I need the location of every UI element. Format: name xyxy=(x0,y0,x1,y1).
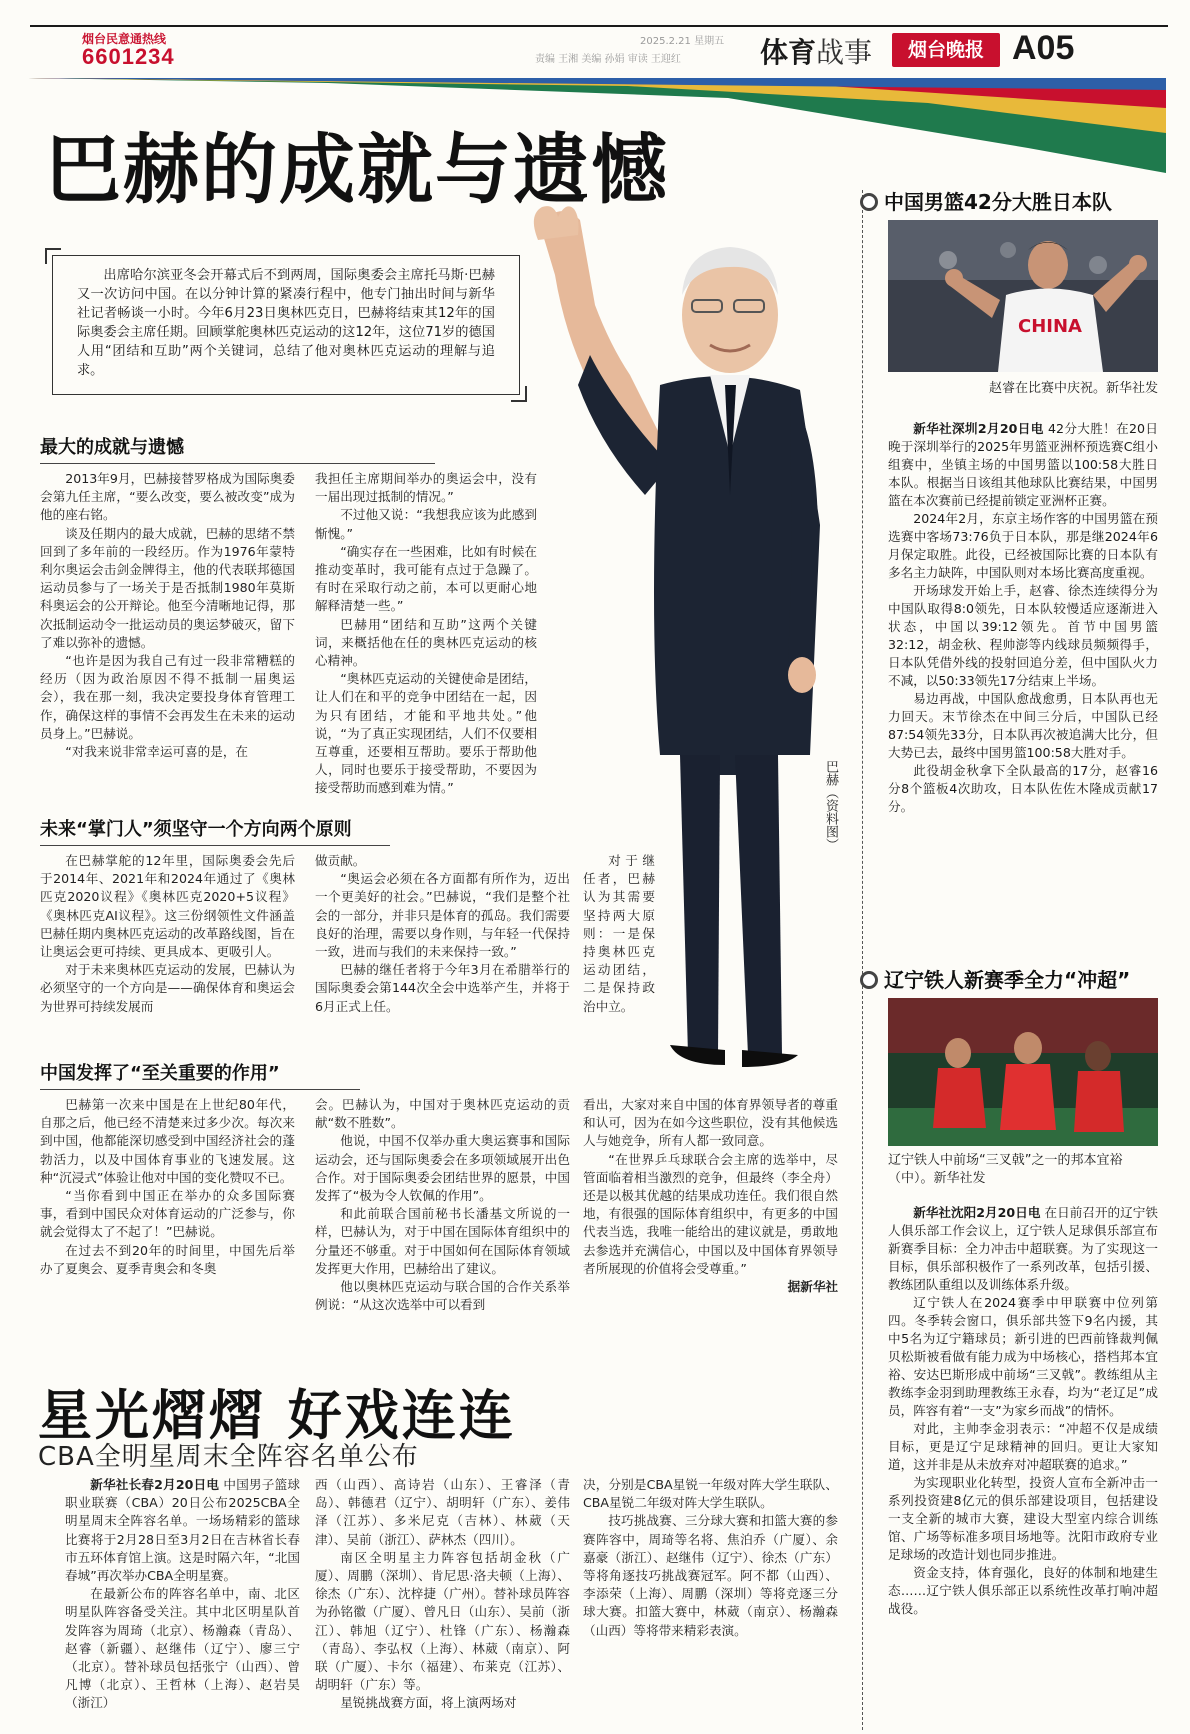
section3-col1 xyxy=(40,1096,295,1278)
paragraph: 2013年9月，巴赫接替罗格成为国际奥委会第九任主席，“要么改变，要么被改变”成为他的座右铭。 xyxy=(40,471,295,523)
paragraph: 谈及任期内的最大成就，巴赫的思绪不禁回到了多年前的一段经历。作为1976年蒙特利尔奥运会击剑金牌得主，他的代表联邦德国运动员参与了一场关于是否抵制1980年莫斯科奥运会的公开辩论。他至今清晰地记得，那次抵制运动令一批运动员的奥运梦破灭，留下了难以弥补的遗憾。 xyxy=(40,525,295,650)
section-title-main: 体育 xyxy=(760,36,817,69)
paragraph-text: 在日前召开的辽宁铁人俱乐部工作会议上，辽宁铁人足球俱乐部宣布新赛季目标：全力冲击中超联赛。为了实现这一目标，俱乐部积极作了一系列改革，包括引援、教练团队重组以及训练体系升级。 xyxy=(888,1205,1158,1292)
paragraph: 他以奥林匹克运动与联合国的合作关系举例说：“从这次选举中可以看到 xyxy=(315,1279,570,1313)
paragraph: 巴赫的继任者将于今年3月在希腊举行的国际奥委会第144次全会中选举产生，并将于6月正式上任。 xyxy=(315,962,570,1014)
section1-col2 xyxy=(315,470,537,798)
paragraph: 看出，大家对来自中国的体育界领导者的尊重和认可，因为在如今这些职位，没有其他候选人与她竞争，所有人都一致同意。 xyxy=(583,1097,838,1149)
section2-title: 未来“掌门人”须坚守一个方向两个原则 xyxy=(40,815,390,846)
section1-col1 xyxy=(40,470,295,761)
paragraph xyxy=(65,1476,300,1585)
paragraph: 南区全明星主力阵容包括胡金秋（广厦）、周鹏（深圳）、肯尼思·洛夫顿（上海）、徐杰（广东）、沈梓捷（广州）。替补球员阵容为孙铭徽（广厦）、曾凡日（山东）、吴前（浙江）、韩旭（辽宁）、杜锋（广东）、杨瀚森（青岛）、李弘权（上海）、林葳（南京）、阿联（广厦）、卡尔（福建）、布莱克（江苏）、胡明轩（广东）等。 xyxy=(315,1549,570,1693)
cba-col2 xyxy=(315,1476,570,1713)
main-headline: 巴赫的成就与遗憾 xyxy=(45,125,669,214)
cba-col1 xyxy=(65,1476,300,1713)
paragraph: 不过他又说：“我想我应该为此感到惭愧。” xyxy=(315,507,537,541)
cba-col3 xyxy=(583,1476,838,1640)
paragraph: “当你看到中国正在举办的众多国际赛事，看到中国民众对体育运动的广泛参与，你就会觉得太了不起了！”巴赫说。 xyxy=(40,1188,295,1240)
paragraph-text: 中国男子篮球职业联赛（CBA）20日公布2025CBA全明星周末全阵容名单。一场场精彩的篮球比赛将于2月28日至3月2日在吉林省长春市五环体育馆上演。这是时隔六年，“北国春城”再次举办CBA全明星赛。 xyxy=(65,1477,300,1584)
intro-text: 出席哈尔滨亚冬会开幕式后不到两周，国际奥委会主席托马斯·巴赫又一次访问中国。在以分钟计算的紧凑行程中，他专门抽出时间与新华社记者畅谈一小时。今年6月23日奥林匹克日，巴赫将结束其12年的国际奥委会主席任期。回顾掌舵奥林匹克运动的这12年，这位71岁的德国人用“团结和互助”两个关键词，总结了他对奥林匹克运动的理解与追求。 xyxy=(77,268,495,378)
story2-photo xyxy=(888,998,1158,1146)
section3-col2 xyxy=(315,1096,570,1314)
paragraph: 和此前联合国前秘书长潘基文所说的一样，巴赫认为，对于中国在国际体育组织中的分量还不够重。对于中国如何在国际体育领域发挥更大作用，巴赫给出了建议。 xyxy=(315,1206,570,1276)
bullet-ring-icon xyxy=(860,193,878,211)
dateline: 新华社深圳2月20日电 xyxy=(913,421,1044,436)
story2-body xyxy=(888,1204,1158,1618)
paragraph: 星锐挑战赛方面，将上演两场对 xyxy=(340,1695,517,1711)
story2-title xyxy=(860,964,1130,993)
paragraph: 开场球发开始上手，赵睿、徐杰连续得分为中国队取得8:0领先，日本队较慢适应逐渐进入状态，中国以39:12领先。首节中国男篮32:12，胡金秋、程帅澎等内线球员频频得手，日本队凭借外线的投射回追分差，但中国队火力不减，以50:33领先17分结束上半场。 xyxy=(888,583,1158,688)
section1-title: 最大的成就与遗憾 xyxy=(40,433,435,464)
paragraph: “奥林匹克运动的关键使命是团结，让人们在和平的竞争中团结在一起，因为只有团结，才能和平地共处。”他说，“为了真正实现团结，人们不仅要相互尊重，还要相互帮助。要乐于帮助他人，同时也要乐于接受帮助，不要因为接受帮助而感到难为情。” xyxy=(315,671,537,796)
paragraph: 我担任主席期间举办的奥运会中，没有一届出现过抵制的情况。” xyxy=(315,471,537,505)
page-number: A05 xyxy=(1012,29,1075,67)
story1-photo-caption: 赵睿在比赛中庆祝。新华社发 xyxy=(988,381,1158,396)
issue-date: 2025.2.21 星期五 xyxy=(640,36,725,47)
masthead-logo: 烟台晚报 xyxy=(892,33,1000,67)
section2-col3 xyxy=(583,852,655,1016)
dateline: 新华社沈阳2月20日电 xyxy=(913,1205,1041,1220)
paragraph: 在巴赫掌舵的12年里，国际奥委会先后于2014年、2021年和2024年通过了《奥林匹克2020议程》《奥林匹克2020+5议程》《奥林匹克AI议程》。这三份纲领性文件涵盖巴赫任期内奥林匹克运动的改革路线图，旨在让奥运会更可持续、更具成本、更吸引人。 xyxy=(40,853,295,960)
story2-title-text: 辽宁铁人新赛季全力“冲超” xyxy=(884,968,1131,992)
paragraph xyxy=(888,420,1158,510)
header-rule xyxy=(30,25,1168,27)
paragraph: 会。巴赫认为，中国对于奥林匹克运动的贡献“数不胜数”。 xyxy=(315,1097,570,1131)
paragraph: 巴赫用“团结和互助”这两个关键词，来概括他在任的奥林匹克运动的核心精神。 xyxy=(315,616,537,669)
paragraph: 辽宁铁人在2024赛季中甲联赛中位列第四。冬季转会窗口，俱乐部共签下9名内援，其中5名为辽宁籍球员；新引进的巴西前锋裁判佩贝松斯被看做有能力成为中场核心，搭档邦本宜裕、安达巴斯形成中前场“三叉戟”。教练组从主教练李金羽到助理教练王永春，均为“老辽足”成员，阵容有着“一支”为家乡而战”的情怀。 xyxy=(888,1295,1158,1418)
intro-box xyxy=(52,255,520,395)
paragraph: 在最新公布的阵容名单中，南、北区明星队阵容备受关注。其中北区明星队首发阵容为周琦（北京）、杨瀚森（青岛）、赵睿（新疆）、赵继伟（辽宁）、廖三宁（北京）。替补球员包括张宁（山西）、曾凡博（北京）、王哲林（上海）、赵岩昊（浙江） xyxy=(65,1586,300,1711)
paragraph: “奥运会必须在各方面都有所作为，迈出一个更美好的社会。”巴赫说，“我们是整个社会的一部分，并非只是体育的孤岛。我们需要良好的治理，需要以身作则，与年轻一代保持一致，进而与我们的未来保持一致。” xyxy=(315,871,570,960)
paragraph: 对此，主帅李金羽表示：“冲超不仅是成绩目标，更是辽宁足球精神的回归。更让大家知道，这并非是从未放弃对冲超联赛的追求。” xyxy=(888,1421,1158,1472)
portrait-caption: 巴赫（资料图） xyxy=(823,760,838,851)
story1-body xyxy=(888,420,1158,816)
paragraph: 为实现职业化转型，投资人宣布全新冲击一系列投资建8亿元的俱乐部建设项目，包括建设一支全新的城市大赛，建设大型室内综合训练馆、广场等标准多项目场地等。沈阳市政府专业足球场的改造计划也同步推进。 xyxy=(888,1475,1158,1562)
paragraph: “对我来说非常幸运可喜的是，在 xyxy=(65,744,249,760)
paragraph: “也许是因为我自己有过一段非常糟糕的经历（因为政治原因不得不抵制一届奥运会），我在那一刻，我决定要投身体育管理工作，确保这样的事情不会再发生在未来的运动员身上。”巴赫说。 xyxy=(40,653,295,741)
editor-credits: 责编 王湘 美编 孙娟 审读 王迎红 xyxy=(535,54,681,65)
section3-col3 xyxy=(583,1096,838,1296)
paragraph: 易边再战，中国队愈战愈勇，日本队再也无力回天。末节徐杰在中间三分后，中国队已经87:54领先33分，日本队再次被追满大比分，但大势已去，最终中国男篮100:58大胜对手。 xyxy=(888,691,1158,760)
section-title xyxy=(760,31,872,71)
paragraph: 资金支持，体育强化，良好的体制和地建生态……辽宁铁人俱乐部正以系统性改革打响冲超战役。 xyxy=(888,1565,1158,1616)
section-title-suffix: 战事 xyxy=(816,36,873,69)
hotline-number: 6601234 xyxy=(82,44,175,69)
bullet-ring-icon xyxy=(860,971,878,989)
article-credit: 据新华社 xyxy=(787,1279,838,1295)
paragraph: 对于继任者，巴赫认为其需要坚持两大原则：一是保持奥林匹克运动团结，二是保持政治中立。 xyxy=(583,853,655,1014)
section2-col1 xyxy=(40,852,295,1016)
page-header xyxy=(0,0,1190,75)
paragraph: 此役胡金秋拿下全队最高的17分，赵睿16分8个篮板4次助攻，日本队佐佐木隆成贡献17分。 xyxy=(888,763,1158,814)
cba-subheadline: CBA全明星周末全阵容名单公布 xyxy=(38,1442,419,1472)
section2-col2 xyxy=(315,852,570,1016)
paragraph-text: 42分大胜！在20日晚于深圳举行的2025年男篮亚洲杯预选赛C组小组赛中，坐镇主场的中国男篮以100:58大胜日本队。根据当日该组其他球队比赛结果，中国男篮在本次赛前已经提前锁定亚洲杯正赛。 xyxy=(888,421,1158,508)
paragraph: “在世界乒乓球联合会主席的选举中，尽管面临着相当激烈的竞争，但最终（李全舟）还是以极其优越的结果成功连任。我们很自然地，有很强的国际体育组织中，有更多的中国代表当选，我唯一能给出的建议就是，勇敢地去参选并充满信心，中国以及中国体育界领导者所展现的价值将会受尊重。” xyxy=(583,1151,838,1276)
svg-text:CHINA: CHINA xyxy=(1018,316,1082,337)
dateline: 新华社长春2月20日电 xyxy=(90,1477,220,1492)
paragraph: 决，分别是CBA星锐一年级对阵大学生联队、CBA星锐二年级对阵大学生联队。 xyxy=(583,1477,838,1511)
cba-headline: 星光熠熠 好戏连连 xyxy=(38,1384,516,1447)
story2-photo-caption: 辽宁铁人中前场“三叉戟”之一的邦本宜裕（中）。新华社发 xyxy=(888,1153,1123,1186)
paragraph: 巴赫第一次来中国是在上世纪80年代，自那之后，他已经不清楚来过多少次。每次来到中国，他都能深切感受到中国经济社会的蓬勃活力，以及中国体育事业的飞速发展。这种“沉浸式”体验让他对中国的变化赞叹不已。 xyxy=(40,1097,295,1185)
story1-title xyxy=(860,186,1112,215)
paragraph: 对于未来奥林匹克运动的发展，巴赫认为必须坚守的一个方向是——确保体育和奥运会为世界可持续发展而 xyxy=(40,962,295,1014)
paragraph: “确实存在一些困难，比如有时候在推动变革时，我可能有点过于急躁了。有时在采取行动之前，本可以更耐心地解释清楚一些。” xyxy=(315,543,537,614)
hotline-label: 烟台民意通热线 xyxy=(82,32,167,46)
paragraph: 在过去不到20年的时间里，中国先后举办了夏奥会、夏季青奥会和冬奥 xyxy=(40,1242,295,1276)
paragraph: 他说，中国不仅举办重大奥运赛事和国际运动会，还与国际奥委会在多项领域展开出色合作。对于国际奥委会团结世界的愿景，中国发挥了“极为令人钦佩的作用”。 xyxy=(315,1133,570,1204)
paragraph: 做贡献。 xyxy=(315,853,366,868)
column-separator xyxy=(862,190,863,1730)
story1-title-text: 中国男篮42分大胜日本队 xyxy=(884,190,1112,214)
section3-title: 中国发挥了“至关重要的作用” xyxy=(40,1059,360,1090)
paragraph: 技巧挑战赛、三分球大赛和扣篮大赛的参赛阵容中，周琦等名将、焦泊乔（广厦）、余嘉豪（浙江）、赵继伟（辽宁）、徐杰（广东）等将角逐技巧挑战赛冠军。阿不都（山西）、李添荣（上海）、周鹏（深圳）等将竞逐三分球大赛。扣篮大赛中，林葳（南京）、杨瀚森（山西）等将带来精彩表演。 xyxy=(583,1513,838,1638)
paragraph: 2024年2月，东京主场作客的中国男篮在预选赛中客场73:76负于日本队，那是继2024年6月保定取胜。此役，已经被国际比赛的日本队有多名主力缺阵，中国队则对本场比赛高度重视。 xyxy=(888,511,1158,580)
story1-photo xyxy=(888,220,1158,372)
paragraph: 西（山西）、高诗岩（山东）、王睿泽（青岛）、韩德君（辽宁）、胡明轩（广东）、姜伟泽（江苏）、多米尼克（吉林）、林葳（天津）、吴前（浙江）、萨林杰（四川）。 xyxy=(315,1477,570,1547)
paragraph xyxy=(888,1204,1158,1294)
